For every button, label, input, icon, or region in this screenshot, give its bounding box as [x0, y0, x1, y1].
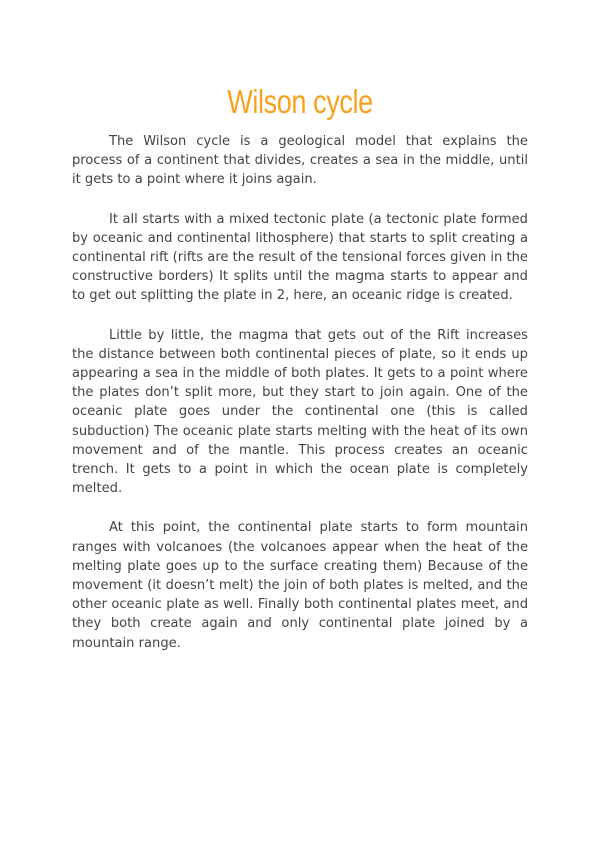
paragraph-rift: It all starts with a mixed tectonic plate (a tectonic plate formed by oceanic and continental lithosphere) that starts to split creating a continental rift (rifts are the result of the tensional forces given in the constructive borders) It splits until the magma starts to appear and to get out splitting the plate in 2, here, an oceanic ridge is created. [72, 211, 528, 304]
paragraph-intro: The Wilson cycle is a geological model that explains the process of a continent that divides, creates a sea in the middle, until it gets to a point where it joins again. [72, 134, 528, 188]
paragraph-subduction: Little by little, the magma that gets out of the Rift increases the distance between both continental pieces of plate, so it ends up appearing a sea in the middle of both plates. It gets to a point where the plates don’t split more, but they start to join again. One of the oceanic plate goes under the continental one (this is called subduction) The oceanic plate starts melting with the heat of its own movement and of the mantle. This process creates an oceanic trench. It gets to a point in which the ocean plate is completely melted. [72, 327, 528, 497]
document-title: Wilson cycle [227, 83, 373, 120]
paragraph-mountain-range: At this point, the continental plate starts to form mountain ranges with volcanoes (the volcanoes appear when the heat of the melting plate goes up to the surface creating them) Because of the movement (it doesn’t melt) the join of both plates is melted, and the other oceanic plate as well. Finally both continental plates meet, and they both create again and only continental plate joined by a mountain range. [72, 520, 528, 651]
